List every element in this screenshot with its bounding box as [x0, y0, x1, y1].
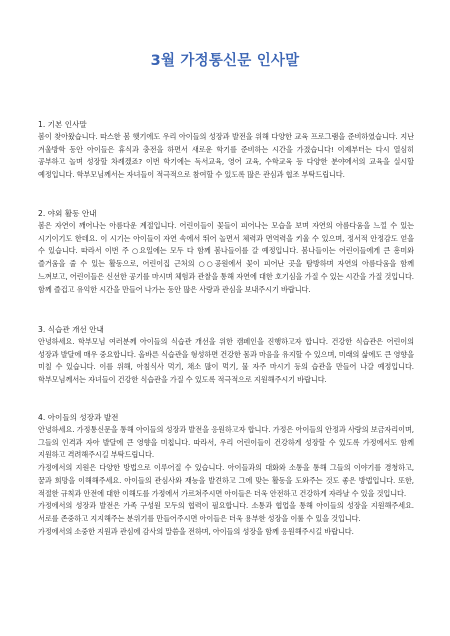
section-paragraph: 봄이 찾아왔습니다. 따스한 봄 햇기에도 우리 아이들의 성장과 발전을 위해 다양한 교육 프로그램을 준비하였습니다. 지난 겨울방학 동안 아이들은 휴식과 충전을 하면서 새로운 학기를 준비하는 시간을 가졌습니다! 이제부터는 다시 열심히 공부하고 놀며 성장할 차례겠죠? 이번 학기에는 독서교육, 영어 교육, 수학교육 등 다양한 분야에서의 교육을 실시할 예정입니다. 학부모님께서는 자녀들이 적극적으로 참여할 수 있도록 많은 관심과 협조 부탁드립니다. — [38, 132, 414, 180]
section-paragraph: 가정에서의 지원은 다양한 방법으로 이루어질 수 있습니다. 아이들과의 대화와 소통을 통해 그들의 이야기를 경청하고, 꿈과 희망을 이해해주세요. 아이들의 관심사와 재능을 발견하고 그에 맞는 활동을 도와주는 것도 좋은 방법입니다. 또한, 적절한 규칙과 안전에 대한 이해도를 가정에서 가르쳐주시면 아이들은 더욱 안전하고 건강하게 자라날 수 있을 것입니다. — [38, 463, 414, 498]
section-paragraph: 가정에서의 소중한 지원과 관심에 감사의 말씀을 전하며, 아이들의 성장을 함께 응원해주시길 바랍니다. — [38, 526, 354, 536]
section-heading: 4. 아이들의 성장과 발전 — [38, 413, 119, 422]
section-heading: 3. 식습관 개선 안내 — [38, 325, 104, 334]
section-paragraph: 봄은 자연이 깨어나는 아름다운 계절입니다. 어린이들이 꽃들이 피어나는 모습을 보며 자연의 아름다움을 느낄 수 있는 시기이기도 한데요. 이 시기는 아이들이 자연 속에서 뛰어 놀면서 체력과 면역력을 키울 수 있으며, 정서적 안정감도 얻을 수 있습니다. 따라서 이번 주 ○요일에는 모두 다 함께 봄나들이를 갈 예정입니다. 봄나들이는 어린이들에게 큰 흥미와 즐거움을 줄 수 있는 활동으로, 어린이집 근처의 ○○공원에서 꽃이 피어난 곳을 탐방하며 자연의 아름다움을 함께 느껴보고, 어린이들은 신선한 공기를 마시며 체험과 관찰을 통해 자연에 대한 호기심을 가질 수 있는 시간을 가질 것입니다. 함께 즐겁고 유익한 시간을 만들어 나가는 동안 많은 사랑과 관심을 보내주시기 바랍니다. — [38, 221, 414, 294]
section-paragraph: 안녕하세요. 가정통신문을 통해 아이들의 성장과 발전을 응원하고자 합니다. 가정은 아이들의 안정과 사랑의 보금자리이며, 그들의 인격과 자아 발달에 큰 영향을 미칩니다. 따라서, 우리 어린이들이 건강하게 성장할 수 있도록 가정에서도 함께 지원하고 격려해주시길 부탁드립니다. — [38, 425, 414, 460]
section-greeting — [38, 119, 414, 182]
section-heading: 2. 야외 활동 안내 — [38, 209, 97, 218]
section-child-growth — [38, 412, 414, 538]
section-paragraph: 안녕하세요. 학부모님 여러분께 아이들의 식습관 개선을 위한 캠페인을 진행하고자 합니다. 건강한 식습관은 어린이의 성장과 발달에 매우 중요합니다. 올바른 식습관을 형성하면 건강한 몸과 마음을 유지할 수 있으며, 미래의 삶에도 큰 영향을 미칠 수 있습니다. 이를 위해, 아침식사 먹기, 채소 많이 먹기, 물 자주 마시기 등의 습관을 만들어 나갈 예정입니다. 학부모님께서는 자녀들이 건강한 식습관을 가질 수 있도록 적극적으로 지원해주시기 바랍니다. — [38, 337, 414, 385]
page-title: 3월 가정통신문 인사말 — [150, 53, 300, 69]
section-outdoor-activity — [38, 208, 414, 296]
section-paragraph: 가정에서의 성장과 발전은 가족 구성원 모두의 협력이 필요합니다. 소통과 협업을 통해 아이들의 성장을 지원해주세요. 서로를 존중하고 지지해주는 분위기를 만들어주시면 아이들은 더욱 용부한 성장을 이룰 수 있을 것입니다. — [38, 501, 414, 523]
section-eating-habits — [38, 324, 414, 387]
section-heading: 1. 기본 인사말 — [38, 120, 87, 129]
